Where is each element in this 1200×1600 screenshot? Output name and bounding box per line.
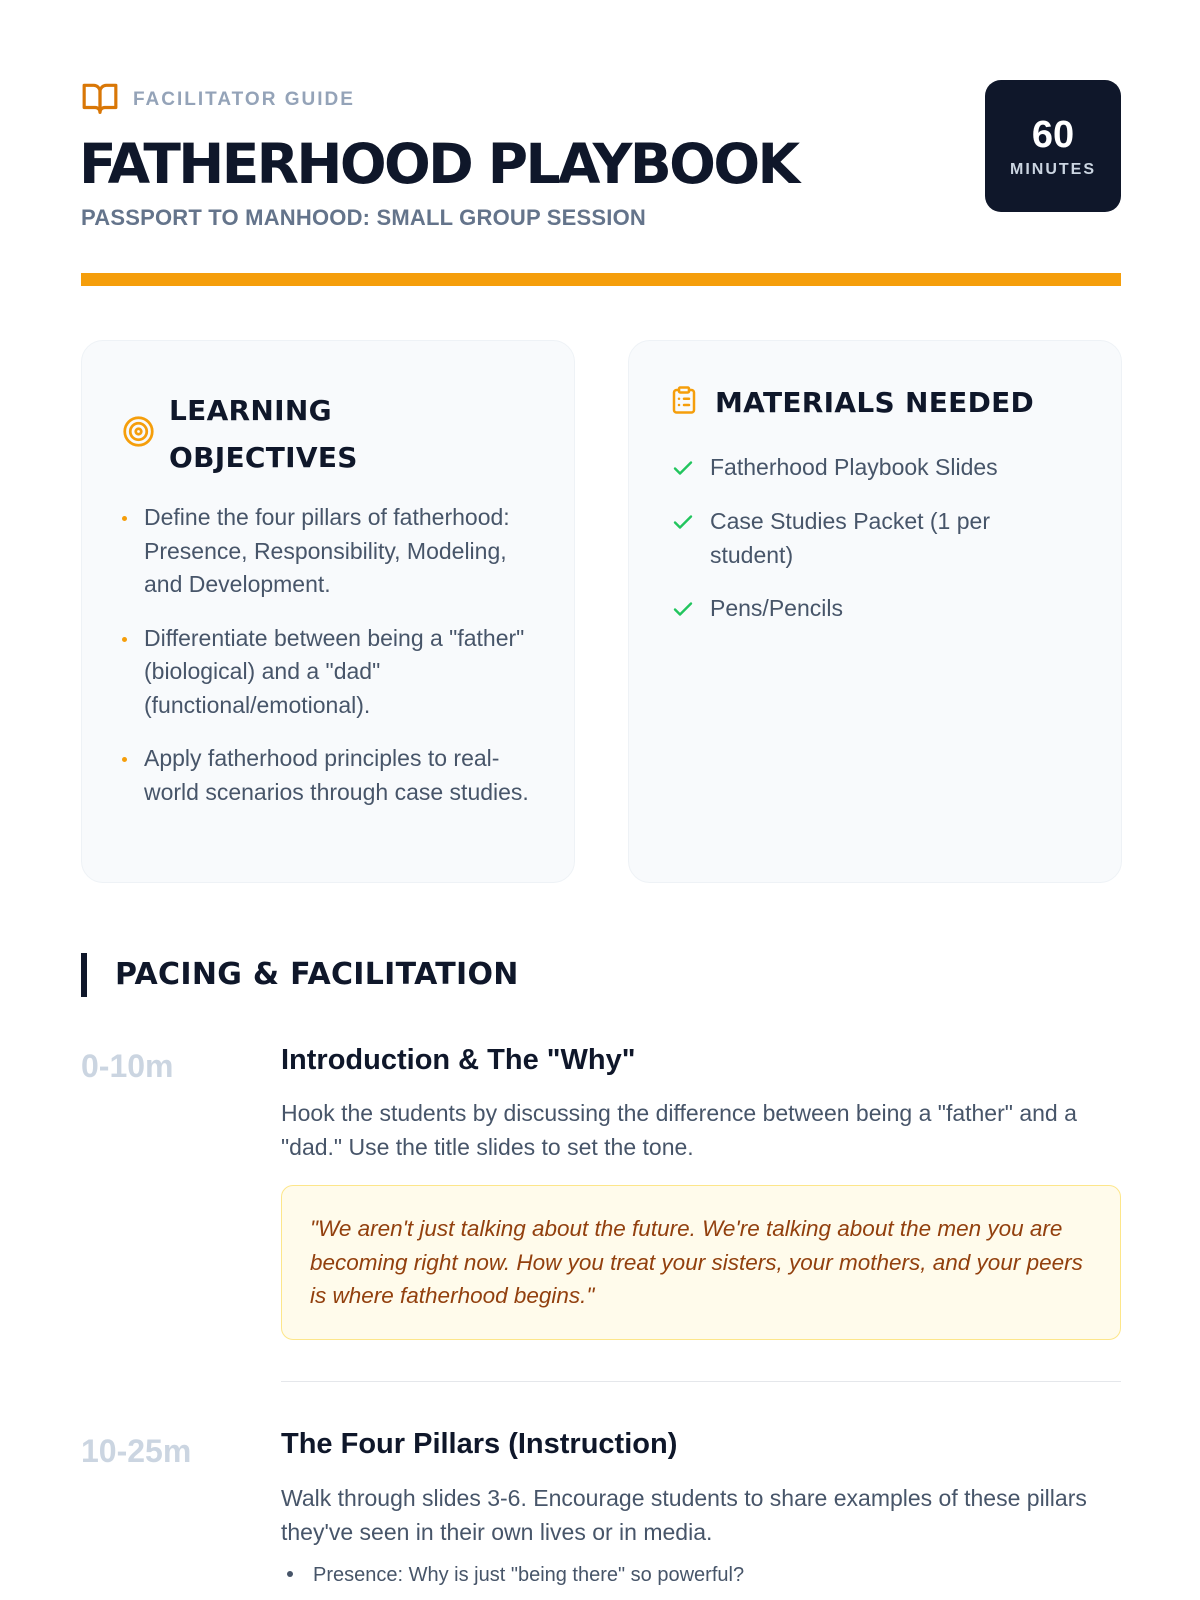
objectives-list bbox=[122, 501, 542, 829]
list-item bbox=[122, 742, 542, 809]
header-divider bbox=[81, 273, 1121, 286]
list-item bbox=[122, 501, 542, 602]
materials-list bbox=[671, 451, 1091, 646]
objective-text: Differentiate between being a "father" (biological) and a "dad" (functional/emotional). bbox=[144, 624, 525, 718]
materials-card bbox=[628, 340, 1122, 883]
eyebrow-label: FACILITATOR GUIDE bbox=[133, 89, 355, 110]
materials-heading: MATERIALS NEEDED bbox=[715, 386, 1035, 419]
block-divider bbox=[281, 1381, 1121, 1382]
block-time: 10-25m bbox=[81, 1433, 192, 1469]
list-item bbox=[122, 622, 542, 723]
list-item bbox=[281, 1560, 1111, 1590]
duration-badge bbox=[985, 80, 1121, 212]
block-time: 0-10m bbox=[81, 1048, 174, 1084]
list-item bbox=[671, 505, 1091, 572]
list-item bbox=[671, 451, 1091, 485]
point-text: Presence: Why is just "being there" so powerful? bbox=[313, 1564, 745, 1586]
materials-header bbox=[669, 379, 1034, 426]
block-title: The Four Pillars (Instruction) bbox=[281, 1428, 678, 1460]
eyebrow bbox=[81, 80, 355, 120]
objective-text: Define the four pillars of fatherhood: Presence, Responsibility, Modeling, and Development. bbox=[144, 504, 510, 597]
page-subtitle: PASSPORT TO MANHOOD: SMALL GROUP SESSION bbox=[81, 205, 646, 230]
page-title: FATHERHOOD PLAYBOOK bbox=[79, 132, 798, 196]
material-text: Case Studies Packet (1 per student) bbox=[710, 508, 990, 568]
check-icon bbox=[671, 505, 710, 572]
block-description: Walk through slides 3-6. Encourage students to share examples of these pillars they've seen in their own lives or in media. bbox=[281, 1485, 1087, 1545]
learning-objectives-card bbox=[81, 340, 575, 883]
open-book-icon bbox=[81, 79, 119, 122]
material-text: Pens/Pencils bbox=[710, 595, 843, 621]
bullet-icon bbox=[287, 1571, 293, 1577]
objective-text: Apply fatherhood principles to real-world scenarios through case studies. bbox=[144, 745, 529, 805]
duration-value: 60 bbox=[1031, 114, 1075, 156]
duration-label: MINUTES bbox=[1010, 161, 1096, 178]
check-icon bbox=[671, 592, 710, 626]
bullet-icon bbox=[122, 637, 127, 642]
section-accent-bar bbox=[81, 953, 87, 997]
list-item bbox=[671, 592, 1091, 626]
block-description: Hook the students by discussing the difference between being a "father" and a "dad." Use the title slides to set the tone. bbox=[281, 1100, 1077, 1160]
page-header bbox=[81, 80, 1121, 290]
material-text: Fatherhood Playbook Slides bbox=[710, 454, 998, 480]
block-title: Introduction & The "Why" bbox=[281, 1044, 636, 1076]
bullet-icon bbox=[122, 757, 127, 762]
objectives-heading: LEARNING OBJECTIVES bbox=[169, 394, 358, 474]
clipboard-list-icon bbox=[669, 384, 699, 421]
bullet-icon bbox=[122, 516, 127, 521]
facilitator-quote bbox=[281, 1185, 1121, 1340]
quote-text: "We aren't just talking about the future. We're talking about the men you are becoming right now. How you treat your sisters, your mothers, and your peers is where fatherhood begins." bbox=[310, 1216, 1083, 1308]
pacing-heading: PACING & FACILITATION bbox=[115, 957, 519, 992]
check-icon bbox=[671, 451, 710, 485]
pillar-points-list bbox=[281, 1560, 1111, 1590]
objectives-header bbox=[122, 387, 469, 481]
target-icon bbox=[122, 415, 155, 453]
